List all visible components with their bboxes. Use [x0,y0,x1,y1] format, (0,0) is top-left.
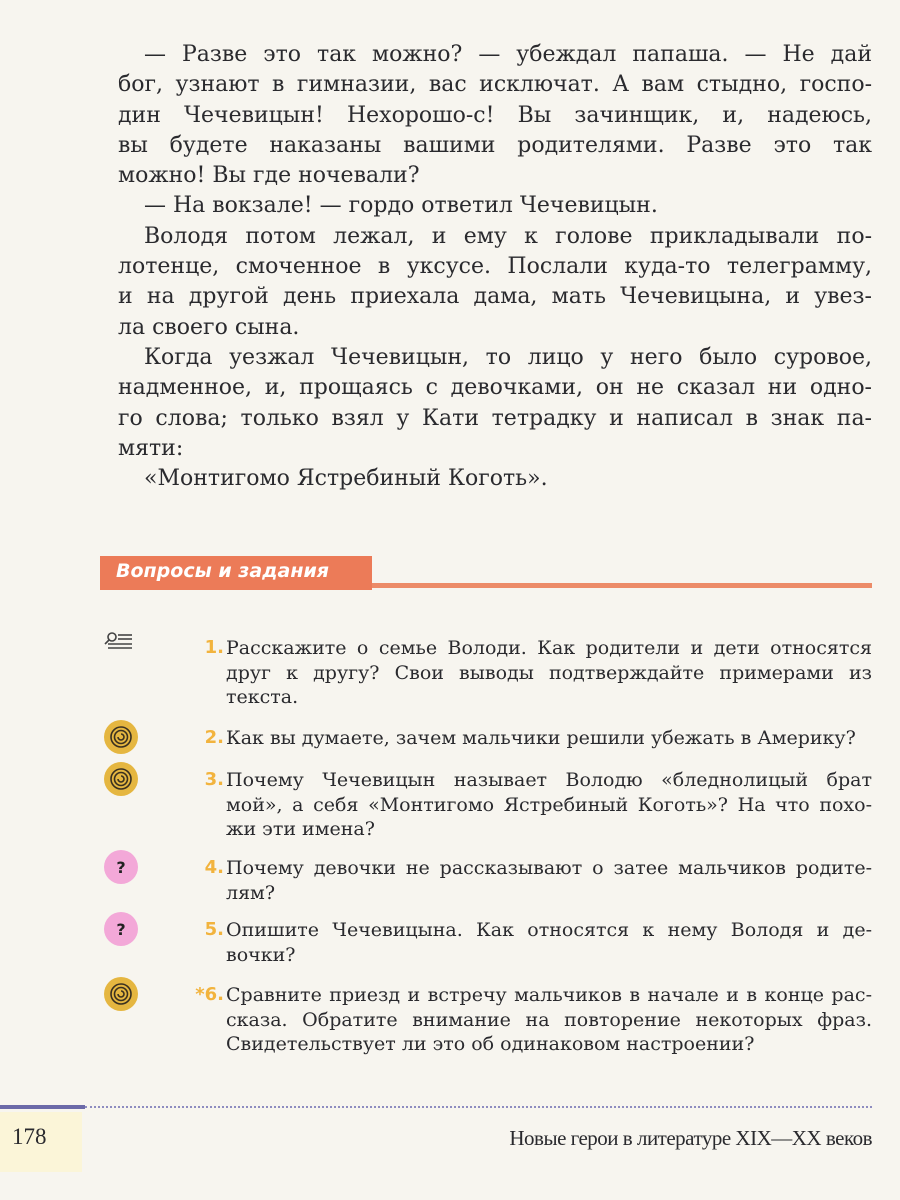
text-line: вы будете наказаны вашими родителями. Разве это так [118,132,872,158]
question-number: 2. [204,727,224,748]
question-text [226,918,872,967]
question-number: *6. [195,984,224,1005]
maze-icon [104,720,138,754]
text-line: надменное, и, прощаясь с девочками, он не сказал ни одно- [118,375,872,401]
question-line: Расскажите о семье Володи. Как родители и дети относятся [226,637,872,659]
question-text [226,726,872,751]
text-line: дин Чечевицын! Нехорошо-с! Вы зачинщик, и, надеюсь, [118,102,872,128]
question-line: лям? [226,881,276,904]
question-line: жи эти имена? [226,818,375,840]
question-mark-icon: ? [104,850,138,884]
section-header-rule [372,583,872,588]
question-text [226,983,872,1057]
story-text [118,40,872,494]
question-line: Свидетельствует ли это об одинаковом настроении? [226,1033,755,1055]
text-search-icon [104,630,138,664]
question-text [226,856,872,905]
text-line: можно! Вы где ночевали? [118,163,420,189]
footer-rule [0,1105,85,1109]
question-number: 4. [204,857,224,878]
question-text [226,768,872,842]
question-line: Почему девочки не рассказывают о затее мальчиков родите- [226,857,872,879]
question-line: сказа. Обратите внимание на повторение некоторых фраз. [226,1008,872,1031]
text-line: бог, узнают в гимназии, вас исключат. А вам стыдно, госпо- [118,72,872,98]
text-line: мяти: [118,435,184,461]
question-line: Сравните приезд и встречу мальчиков в начале и в конце рас- [226,984,872,1006]
text-line: — На вокзале! — гордо ответил Чечевицын. [144,193,658,219]
question-text [226,636,872,710]
text-line: Когда уезжал Чечевицын, то лицо у него было суровое, [144,344,872,370]
section-header-label: Вопросы и задания [116,560,329,582]
question-mark-icon: ? [104,912,138,946]
running-footer-title: Новые герои в литературе XIX—XX веков [509,1126,872,1150]
question-line: Опишите Чечевицына. Как относятся к нему Володя и де- [226,919,872,941]
question-line: Как вы думаете, зачем мальчики решили убежать в Америку? [226,727,856,749]
text-line: ла своего сына. [118,314,300,340]
question-number: 1. [204,637,224,658]
question-line: Почему Чечевицын называет Володю «бледнолицый брат [226,769,872,791]
text-line: го слова; только взял у Кати тетрадку и написал в знак па- [118,405,872,431]
text-line: «Монтигомо Ястребиный Коготь». [144,466,548,492]
text-line: и на другой день приехала дама, мать Чечевицына, и увез- [118,284,872,310]
question-number: 3. [204,769,224,790]
text-line: Володя потом лежал, и ему к голове прикладывали по- [144,223,872,249]
question-line: друг к другу? Свои выводы подтверждайте примерами из [226,661,872,684]
question-line: вочки? [226,943,296,966]
page-number: 178 [12,1124,47,1149]
question-line: текста. [226,686,299,708]
maze-icon [104,762,138,796]
maze-icon [104,977,138,1011]
text-line: лотенце, смоченное в уксусе. Послали куда-то телеграмму, [118,254,872,280]
text-line: — Разве это так можно? — убеждал папаша. — Не дай [144,42,872,67]
section-header [100,556,372,590]
footer-dotted-rule [85,1106,872,1108]
question-number: 5. [204,919,224,940]
question-line: мой», а себя «Монтигомо Ястребиный Коготь»? На что похо- [226,793,872,816]
